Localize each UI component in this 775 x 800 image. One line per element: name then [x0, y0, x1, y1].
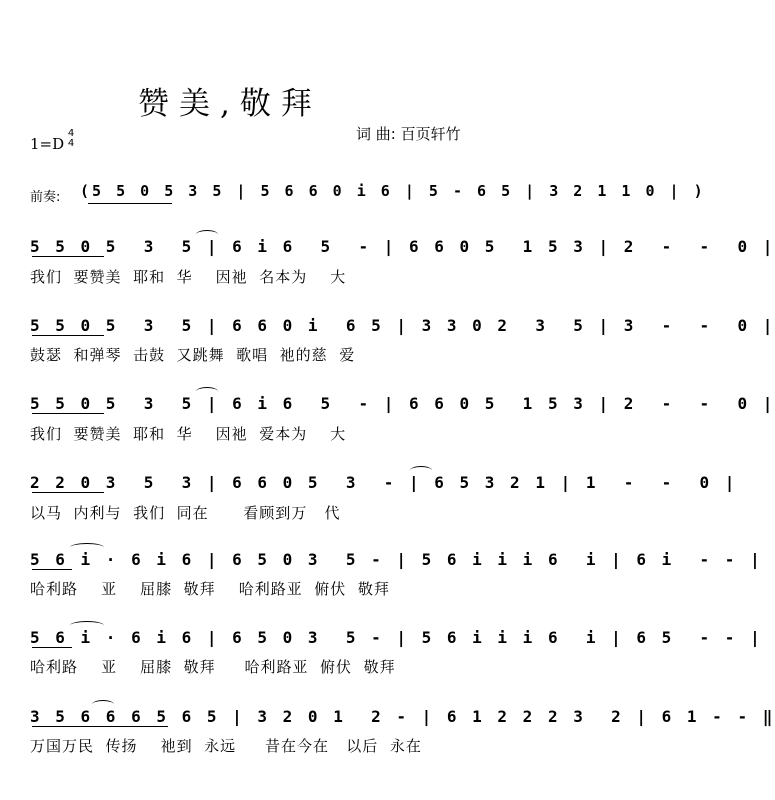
- time-signature-bottom: 4: [67, 138, 75, 149]
- line-2-underline: [32, 335, 104, 336]
- line-1-lyrics: 我们 要赞美 耶和 华 因祂 名本为 大: [30, 268, 347, 286]
- song-title: 赞美,敬拜: [138, 86, 322, 122]
- line-6-notes: 5 6 i · 6 i 6 | 6 5 0 3 5 - | 5 6 i i i 6 i | 6 5 - - |: [30, 628, 763, 647]
- line-5-notes: 5 6 i · 6 i 6 | 6 5 0 3 5 - | 5 6 i i i 6 i | 6 i - - |: [30, 550, 763, 569]
- line-3-slur: [196, 387, 218, 396]
- intro-underline: [88, 203, 172, 204]
- line-7-slur: [92, 700, 114, 709]
- time-signature: [66, 129, 76, 149]
- line-1-slur: [196, 230, 218, 239]
- line-1-notes: 5 5 0 5 3 5 | 6 i 6 5 - | 6 6 0 5 1 5 3 | 2 - - 0 |: [30, 237, 775, 256]
- key-signature: 1=D: [30, 135, 65, 153]
- line-3-underline: [32, 413, 104, 414]
- intro-notes: (5 5 0 5 3 5 | 5 6 6 0 i 6 | 5 - 6 5 | 3 2 1 1 0 | ): [80, 182, 706, 200]
- line-4-notes: 2 2 0 3 5 3 | 6 6 0 5 3 - | 6 5 3 2 1 | 1 - - 0 |: [30, 473, 738, 492]
- line-6-underline: [32, 647, 72, 648]
- line-7-underline: [32, 726, 168, 727]
- line-6-slur: [70, 621, 104, 630]
- line-4-lyrics: 以马 内利与 我们 同在 看顾到万 代: [30, 504, 341, 522]
- line-3-notes: 5 5 0 5 3 5 | 6 i 6 5 - | 6 6 0 5 1 5 3 | 2 - - 0 |: [30, 394, 775, 413]
- line-6-lyrics: 哈利路 亚 屈膝 敬拜 哈利路亚 俯伏 敬拜: [30, 658, 396, 676]
- line-4-underline: [32, 492, 104, 493]
- line-1-underline: [32, 256, 104, 257]
- time-signature-top: 4: [67, 128, 75, 139]
- line-3-lyrics: 我们 要赞美 耶和 华 因祂 爱本为 大: [30, 425, 347, 443]
- song-credits: 词 曲: 百页轩竹: [356, 125, 461, 143]
- line-7-lyrics: 万国万民 传扬 祂到 永远 昔在今在 以后 永在: [30, 737, 422, 755]
- line-7-notes: 3 5 6 6 6 5 6 5 | 3 2 0 1 2 - | 6 1 2 2 2 3 2 | 6 1 - - ‖: [30, 707, 775, 726]
- line-5-lyrics: 哈利路 亚 屈膝 敬拜 哈利路亚 俯伏 敬拜: [30, 580, 390, 598]
- line-2-notes: 5 5 0 5 3 5 | 6 6 0 i 6 5 | 3 3 0 2 3 5 | 3 - - 0 |: [30, 316, 775, 335]
- line-5-slur: [70, 543, 104, 552]
- line-4-slur: [410, 466, 432, 475]
- intro-label: 前奏:: [30, 190, 61, 205]
- line-5-underline: [32, 569, 72, 570]
- line-2-lyrics: 鼓瑟 和弹琴 击鼓 又跳舞 歌唱 祂的慈 爱: [30, 346, 356, 364]
